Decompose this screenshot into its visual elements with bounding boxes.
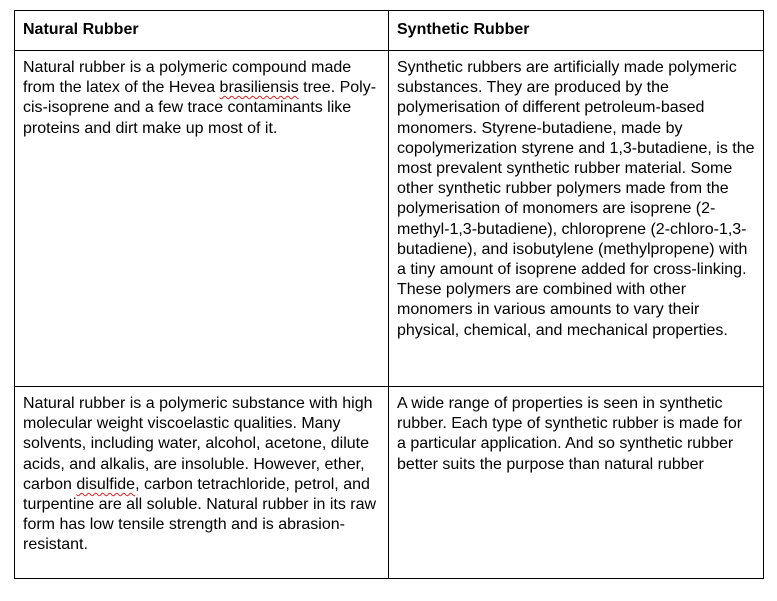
- spellcheck-flagged-word[interactable]: brasiliensis: [219, 79, 299, 97]
- spellcheck-flagged-word[interactable]: disulfide: [76, 475, 136, 493]
- table-row: [15, 387, 764, 579]
- cell-text: Natural rubber is a polymeric compound made from the latex of the Hevea: [23, 59, 352, 97]
- synthetic-rubber-definition-cell: Synthetic rubbers are artificially made polymeric substances. They are produced by the polymerisation of different petroleum-based monomers. Styrene-butadiene, made by copolymerization styrene and 1,3-butadiene, is the most prevalent synthetic rubber material. Some other synthetic rubber polymers made from the polymerisation of monomers are isoprene (2-methyl-1,3-butadiene), chloroprene (2-chloro-1,3-butadiene), and isobutylene (methylpropene) with a tiny amount of isoprene added for cross-linking. These polymers are combined with other monomers in various amounts to vary their physical, chemical, and mechanical properties.: [389, 51, 764, 387]
- cell-text: tree. Poly-cis-isoprene and a few trace contaminants like proteins and dirt make up most of it.: [23, 79, 377, 137]
- natural-rubber-definition-cell: [15, 51, 389, 387]
- header-synthetic-rubber: Synthetic Rubber: [389, 11, 764, 51]
- cell-text: , carbon tetrachloride, petrol, and turpentine are all soluble. Natural rubber in its raw form has low tensile strength and is abrasion-resistant.: [23, 475, 377, 554]
- header-row: [15, 11, 764, 51]
- table-row: [15, 51, 764, 387]
- natural-rubber-properties-cell: [15, 387, 389, 579]
- header-natural-rubber: Natural Rubber: [15, 11, 389, 51]
- cell-text: Natural rubber is a polymeric substance with high molecular weight viscoelastic qualities. Many solvents, including water, alcohol, acetone, dilute acids, and alkalis, are insoluble. However, ether, carbon: [23, 395, 373, 493]
- comparison-table: [14, 10, 764, 579]
- synthetic-rubber-properties-cell: A wide range of properties is seen in synthetic rubber. Each type of synthetic rubber is made for a particular application. And so synthetic rubber better suits the purpose than natural rubber: [389, 387, 764, 579]
